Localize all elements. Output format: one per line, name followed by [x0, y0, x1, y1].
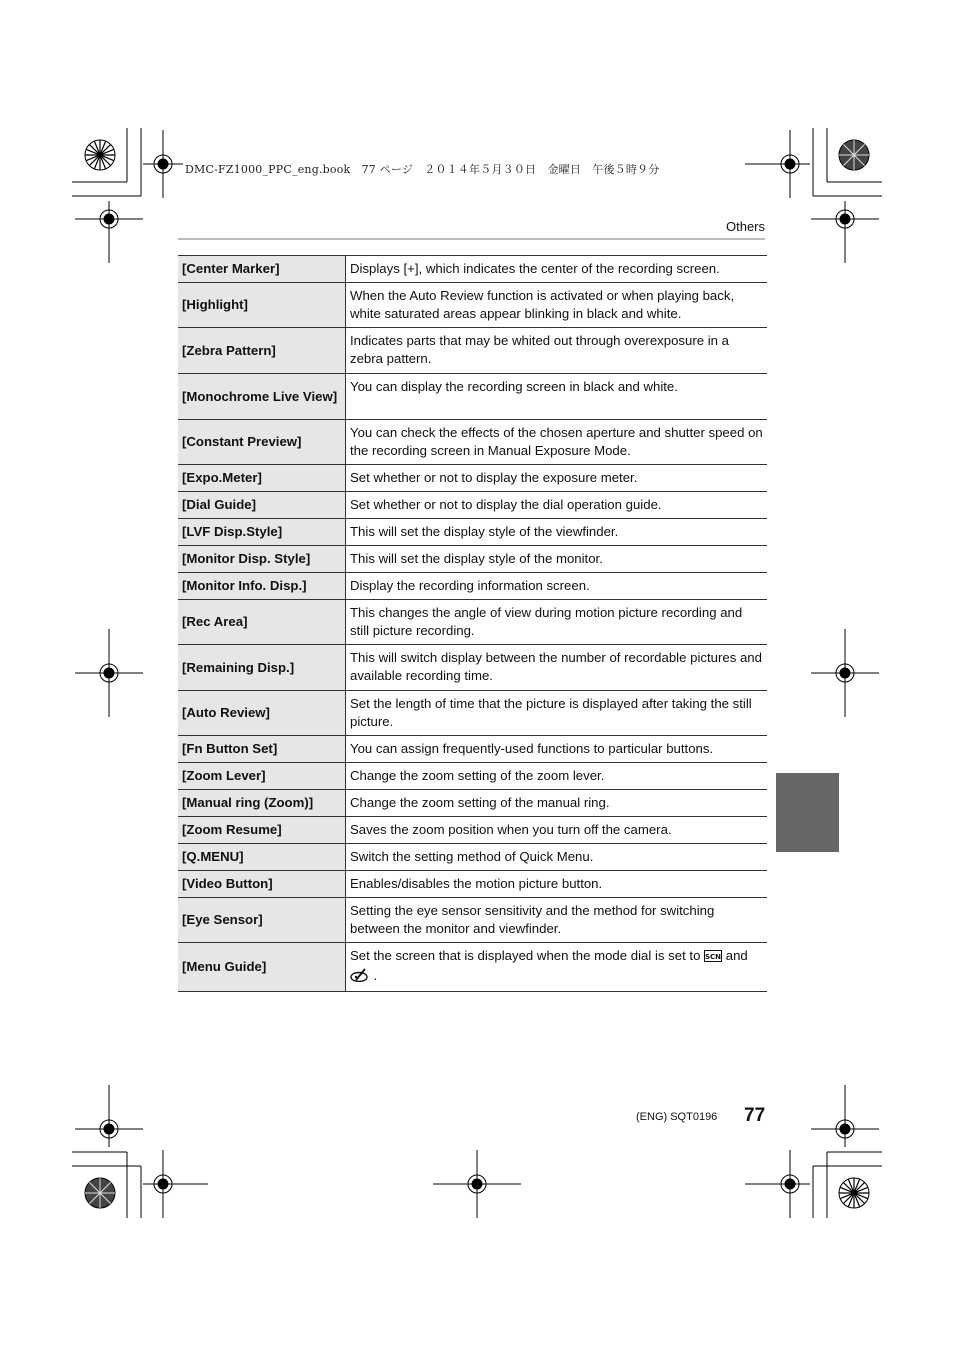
table-row	[178, 283, 767, 328]
setting-name: [Constant Preview]	[178, 420, 346, 465]
setting-description: Display the recording information screen.	[346, 573, 768, 600]
setting-description: This changes the angle of view during motion picture recording and still picture recording.	[346, 600, 768, 645]
setting-description: This will set the display style of the monitor.	[346, 546, 768, 573]
table-row	[178, 420, 767, 465]
setting-name: [Auto Review]	[178, 691, 346, 736]
setting-name: [Expo.Meter]	[178, 465, 346, 492]
header-rule	[178, 238, 765, 240]
file-header: DMC-FZ1000_PPC_eng.book 77 ページ ２０１４年５月３０日 金曜日 午後５時９分	[185, 163, 660, 176]
setting-name: [Menu Guide]	[178, 943, 346, 992]
chapter-side-tab	[776, 773, 839, 852]
table-row	[178, 763, 767, 790]
setting-description: You can check the effects of the chosen aperture and shutter speed on the recording screen in Manual Exposure Mode.	[346, 420, 768, 465]
table-row	[178, 519, 767, 546]
setting-description: Setting the eye sensor sensitivity and the method for switching between the monitor and viewfinder.	[346, 898, 768, 943]
setting-description	[346, 943, 768, 992]
setting-name: [Remaining Disp.]	[178, 645, 346, 691]
setting-name: [Zebra Pattern]	[178, 328, 346, 374]
menu-guide-text-2: and	[722, 948, 748, 963]
table-row-menu-guide	[178, 943, 767, 992]
table-row	[178, 736, 767, 763]
page-number: 77	[744, 1105, 766, 1126]
setting-description: When the Auto Review function is activated or when playing back, white saturated areas appear blinking in black and white.	[346, 283, 768, 328]
table-row	[178, 573, 767, 600]
setting-name: [Manual ring (Zoom)]	[178, 790, 346, 817]
table-row	[178, 844, 767, 871]
settings-table-tail	[178, 943, 767, 992]
setting-name: [Q.MENU]	[178, 844, 346, 871]
setting-name: [Monitor Disp. Style]	[178, 546, 346, 573]
setting-name: [Dial Guide]	[178, 492, 346, 519]
setting-description: This will set the display style of the viewfinder.	[346, 519, 768, 546]
scn-mode-icon	[704, 949, 722, 967]
setting-name: [Center Marker]	[178, 256, 346, 283]
setting-description: Displays [+], which indicates the center of the recording screen.	[346, 256, 768, 283]
table-row	[178, 328, 767, 374]
setting-name: [Eye Sensor]	[178, 898, 346, 943]
setting-name: [Monitor Info. Disp.]	[178, 573, 346, 600]
scn-icon-label: SCN	[705, 953, 722, 961]
setting-description: Change the zoom setting of the zoom lever.	[346, 763, 768, 790]
table-row	[178, 645, 767, 691]
setting-description: You can assign frequently-used functions to particular buttons.	[346, 736, 768, 763]
section-label: Others	[725, 219, 765, 234]
setting-description: Indicates parts that may be whited out through overexposure in a zebra pattern.	[346, 328, 768, 374]
table-row	[178, 256, 767, 283]
setting-description: Set whether or not to display the exposure meter.	[346, 465, 768, 492]
table-row	[178, 600, 767, 645]
footer-code: (ENG) SQT0196	[636, 1111, 718, 1123]
setting-name: [Rec Area]	[178, 600, 346, 645]
settings-table	[178, 255, 767, 992]
setting-description: Enables/disables the motion picture button.	[346, 871, 768, 898]
setting-name: [Highlight]	[178, 283, 346, 328]
setting-name: [LVF Disp.Style]	[178, 519, 346, 546]
setting-name: [Zoom Lever]	[178, 763, 346, 790]
creative-control-icon	[350, 968, 370, 987]
table-row	[178, 691, 767, 736]
table-row	[178, 790, 767, 817]
menu-guide-text-1: Set the screen that is displayed when the mode dial is set to	[350, 948, 705, 963]
menu-guide-text-3: .	[373, 968, 378, 983]
setting-description: Change the zoom setting of the manual ring.	[346, 790, 768, 817]
settings-table-body	[178, 256, 767, 943]
table-row	[178, 374, 767, 420]
table-row	[178, 817, 767, 844]
setting-description: Set whether or not to display the dial operation guide.	[346, 492, 768, 519]
table-row	[178, 546, 767, 573]
setting-description: This will switch display between the number of recordable pictures and available recording time.	[346, 645, 768, 691]
setting-name: [Video Button]	[178, 871, 346, 898]
table-row	[178, 871, 767, 898]
setting-description: Saves the zoom position when you turn off the camera.	[346, 817, 768, 844]
table-row	[178, 492, 767, 519]
setting-name: [Zoom Resume]	[178, 817, 346, 844]
setting-name: [Monochrome Live View]	[178, 374, 346, 420]
setting-description: Set the length of time that the picture is displayed after taking the still picture.	[346, 691, 768, 736]
setting-name: [Fn Button Set]	[178, 736, 346, 763]
setting-description: Switch the setting method of Quick Menu.	[346, 844, 768, 871]
table-row	[178, 898, 767, 943]
setting-description: You can display the recording screen in black and white.	[346, 374, 768, 420]
table-row	[178, 465, 767, 492]
